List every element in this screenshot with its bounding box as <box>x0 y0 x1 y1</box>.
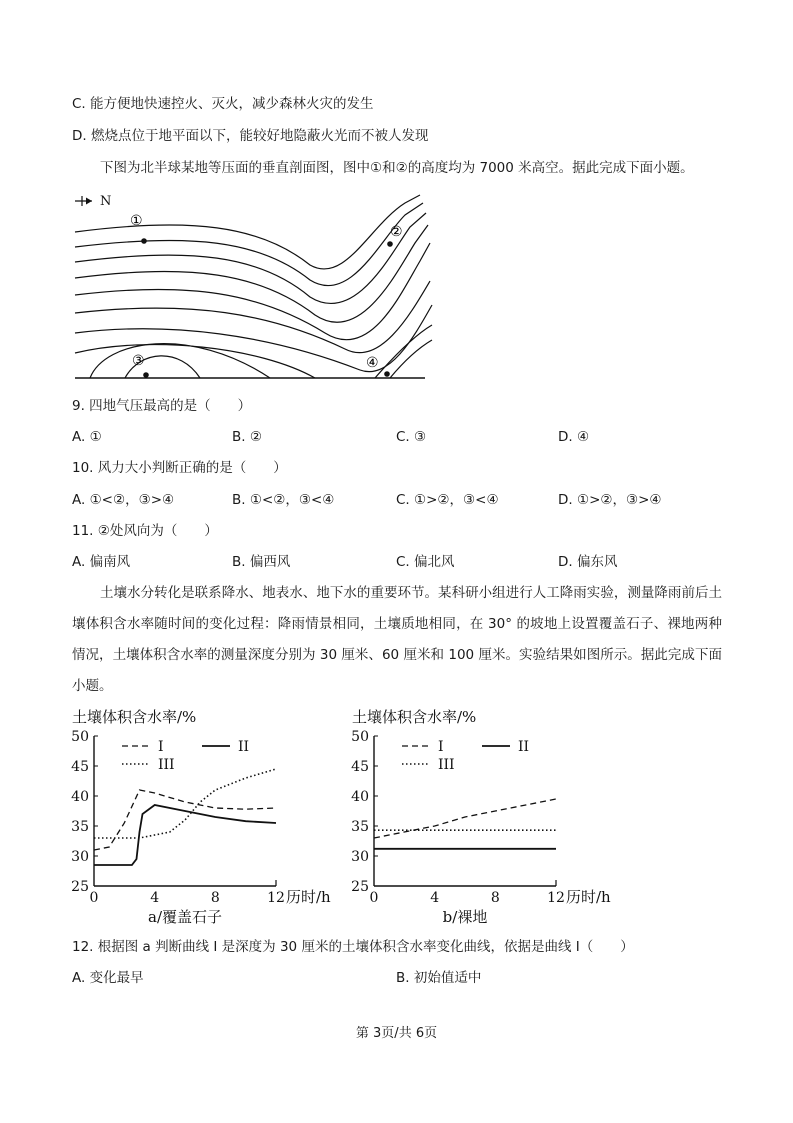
legend-label-II: II <box>518 739 530 755</box>
q12-stem: 12. 根据图 a 判断曲线 I 是深度为 30 厘米的土壤体积含水率变化曲线，依据是曲线 I（ ） <box>72 939 634 955</box>
q10-option-d: D. ①>②，③>④ <box>558 492 662 508</box>
chart-title: a/覆盖石子 <box>148 908 222 926</box>
series-line-III <box>94 769 276 838</box>
legend-label-III: III <box>158 757 175 773</box>
x-tick-label: 4 <box>430 890 440 906</box>
xlabel: 历时/h <box>566 888 611 906</box>
y-tick-label: 45 <box>351 759 369 775</box>
x-tick-label: 0 <box>369 890 379 906</box>
chart-b <box>340 700 640 930</box>
series-line-II <box>94 805 276 865</box>
point-3-label: ③ <box>132 353 145 369</box>
q11-option-d: D. 偏东风 <box>558 554 618 570</box>
y-tick-label: 25 <box>351 879 369 895</box>
isobar-lines <box>75 195 432 378</box>
legend-label-III: III <box>438 757 455 773</box>
y-tick-label: 40 <box>351 789 369 805</box>
y-tick-label: 35 <box>351 819 369 835</box>
north-arrow-icon <box>75 196 92 206</box>
q9-option-d: D. ④ <box>558 429 590 445</box>
soil-intro: 土壤水分转化是联系降水、地表水、地下水的重要环节。某科研小组进行人工降雨实验，测量降雨前后土壤体积含水率随时间的变化过程：降雨情景相同，土壤质地相同，在 30° 的坡地上设置覆盖石子、裸地两种情况，土壤体积含水率的测量深度分别为 30 厘米、60 厘米和 100 厘米。实验结果如图所示。据此完成下面小题。 <box>72 585 722 694</box>
q10-option-b: B. ①<②，③<④ <box>232 492 335 508</box>
series-line-I <box>374 799 556 838</box>
legend-label-I: I <box>158 739 164 755</box>
chart-title: b/裸地 <box>442 908 488 926</box>
q9-option-c: C. ③ <box>396 429 427 445</box>
y-tick-label: 40 <box>71 789 89 805</box>
point-2-dot <box>387 241 393 247</box>
q10-option-c: C. ①>②，③<④ <box>396 492 499 508</box>
north-label: N <box>100 194 112 209</box>
point-4-label: ④ <box>366 355 379 371</box>
q9-option-b: B. ② <box>232 429 262 445</box>
y-tick-label: 35 <box>71 819 89 835</box>
isobar-intro: 下图为北半球某地等压面的垂直剖面图，图中①和②的高度均为 7000 米高空。据此完成下面小题。 <box>100 160 694 176</box>
y-tick-label: 50 <box>351 729 369 745</box>
x-tick-label: 0 <box>89 890 99 906</box>
y-tick-label: 25 <box>71 879 89 895</box>
isobar-figure <box>70 185 435 385</box>
q9-stem: 9. 四地气压最高的是（ ） <box>72 398 252 414</box>
point-1-dot <box>141 238 147 244</box>
y-tick-label: 50 <box>71 729 89 745</box>
q11-option-b: B. 偏西风 <box>232 554 291 570</box>
q11-option-a: A. 偏南风 <box>72 554 131 570</box>
xlabel: 历时/h <box>286 888 331 906</box>
x-tick-label: 12 <box>547 890 565 906</box>
q12-option-a: A. 变化最早 <box>72 970 144 986</box>
option-d-prev: D. 燃烧点位于地平面以下，能较好地隐蔽火光而不被人发现 <box>72 128 429 144</box>
legend-label-II: II <box>238 739 250 755</box>
y-tick-label: 30 <box>71 849 89 865</box>
point-4-dot <box>384 371 390 377</box>
point-1-label: ① <box>130 213 143 229</box>
x-tick-label: 12 <box>267 890 285 906</box>
q11-stem: 11. ②处风向为（ ） <box>72 523 218 539</box>
x-tick-label: 4 <box>150 890 160 906</box>
option-c-prev: C. 能方便地快速控火、灭火，减少森林火灾的发生 <box>72 96 374 112</box>
ylabel: 土壤体积含水率/% <box>352 708 477 726</box>
page-footer: 第 3页/共 6页 <box>355 1026 438 1041</box>
q10-stem: 10. 风力大小判断正确的是（ ） <box>72 460 287 476</box>
q11-option-c: C. 偏北风 <box>396 554 455 570</box>
y-tick-label: 30 <box>351 849 369 865</box>
y-tick-label: 45 <box>71 759 89 775</box>
x-tick-label: 8 <box>210 890 220 906</box>
q10-option-a: A. ①<②，③>④ <box>72 492 175 508</box>
point-3-dot <box>143 372 149 378</box>
legend-label-I: I <box>438 739 444 755</box>
x-tick-label: 8 <box>490 890 500 906</box>
point-2-label: ② <box>390 224 403 240</box>
series-line-I <box>94 790 276 850</box>
q9-option-a: A. ① <box>72 429 102 445</box>
chart-a <box>60 700 360 930</box>
q12-option-b: B. 初始值适中 <box>396 970 482 986</box>
ylabel: 土壤体积含水率/% <box>72 708 197 726</box>
